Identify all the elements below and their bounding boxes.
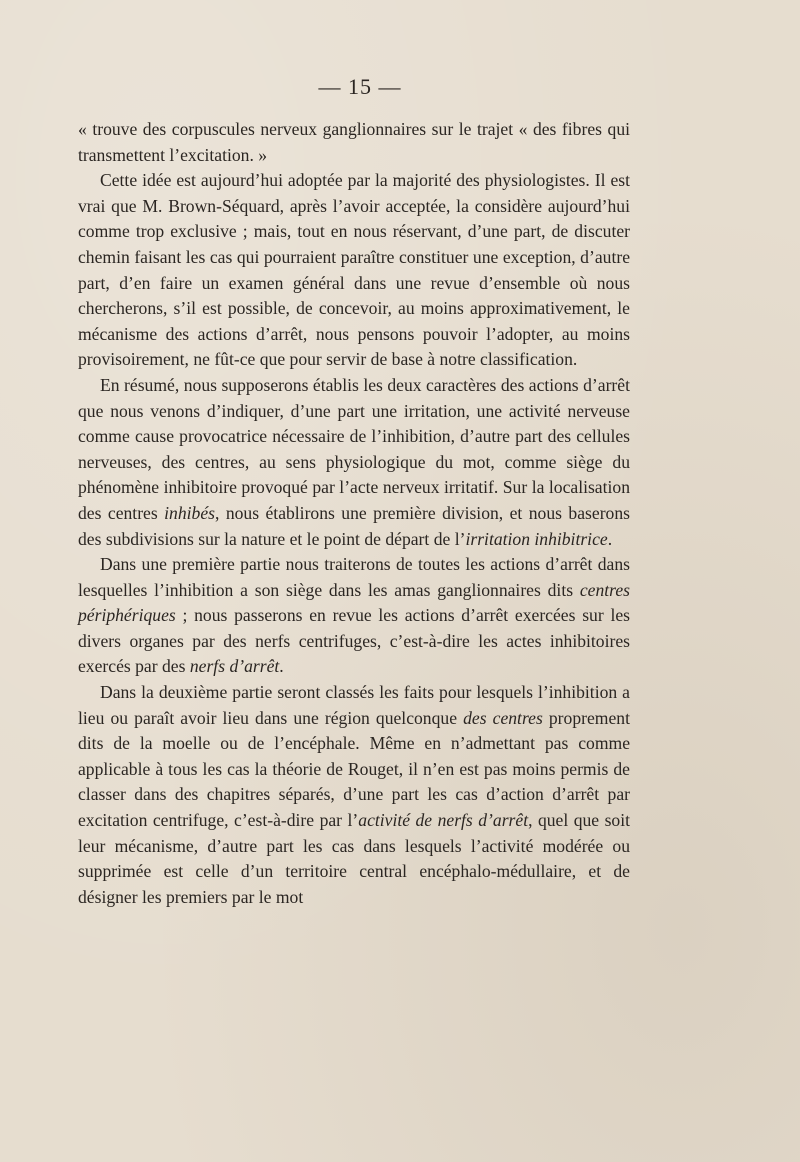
italic-text: centres périphériques [78,579,630,626]
paragraph [78,117,630,168]
text-run: proprement dits de la moelle ou de l’encéphale. Même en n’admettant pas comme applicable à tous les cas la théorie de Rouget, il n’en est pas moins permis de classer dans des chapitres séparés, d’une part les cas d’action d’arrêt par excitation centrifuge, c’est-à-dire par l’ [78,707,630,831]
text-run: Cette idée est aujourd’hui adoptée par la majorité des physiologistes. Il est vrai que M. Brown-Séquard, après l’avoir acceptée, la considère aujourd’hui comme trop exclusive ; mais, tout en nous réservant, d’une part, de discuter chemin faisant les cas qui pourraient paraître constituer une exception, d’autre part, d’en faire un examen général dans une revue d’ensemble où nous chercherons, s’il est possible, de concevoir, au moins approximativement, le mécanisme des actions d’arrêt, nous pensons pouvoir l’adopter, au moins provisoirement, ne fût-ce que pour servir de base à notre classification. [78,170,630,370]
text-run: En résumé, nous supposerons établis les deux caractères des actions d’arrêt que nous venons d’indiquer, d’une part une irritation, une activité nerveuse comme cause provocatrice nécessaire de l’inhibition, d’autre part des cellules nerveuses, des centres, au sens physiologique du mot, comme siège du phénomène inhibitoire provoqué par l’acte nerveux irritatif. Sur la localisation des centres [78,374,630,523]
text-run: , nous établirons une première division, et nous baserons des subdivisions sur la nature et le point de départ de l’ [78,502,630,549]
text-run: ; nous passerons en revue les actions d’arrêt exercées sur les divers organes par des nerfs centrifuges, c’est-à-dire les actes inhibitoires exercés par des [78,605,630,677]
italic-text: activité de nerfs d’arrêt [358,810,529,831]
text-run: Dans la deuxième partie seront classés les faits pour lesquels l’inhibition a lieu ou paraît avoir lieu dans une région quelconque [78,682,630,728]
italic-text: des centres [463,707,543,728]
italic-text: irritation inhibitrice [465,528,608,549]
page-number: — 15 — [318,74,402,99]
italic-text: inhibés [164,502,215,523]
paragraph [78,552,630,680]
text-run: Dans une première partie nous traiterons de toutes les actions d’arrêt dans lesquelles l’inhibition a son siège dans les amas ganglionnaires dits [78,554,630,600]
text-run: , quel que soit leur mécanisme, d’autre part les cas dans lesquels l’activité modérée ou supprimée est celle d’un territoire central encéphalo-médullaire, et de désigner les premiers par le mot [78,810,631,907]
paragraph [78,373,630,552]
paragraph [78,680,630,910]
paragraph [78,168,630,373]
text-run: . [607,528,613,549]
text-run: « trouve des corpuscules nerveux ganglionnaires sur le trajet « des fibres qui transmettent l’excitation. » [78,119,630,165]
text-run: . [279,656,284,677]
page-text [78,117,630,910]
italic-text: nerfs d’arrêt [189,656,280,677]
